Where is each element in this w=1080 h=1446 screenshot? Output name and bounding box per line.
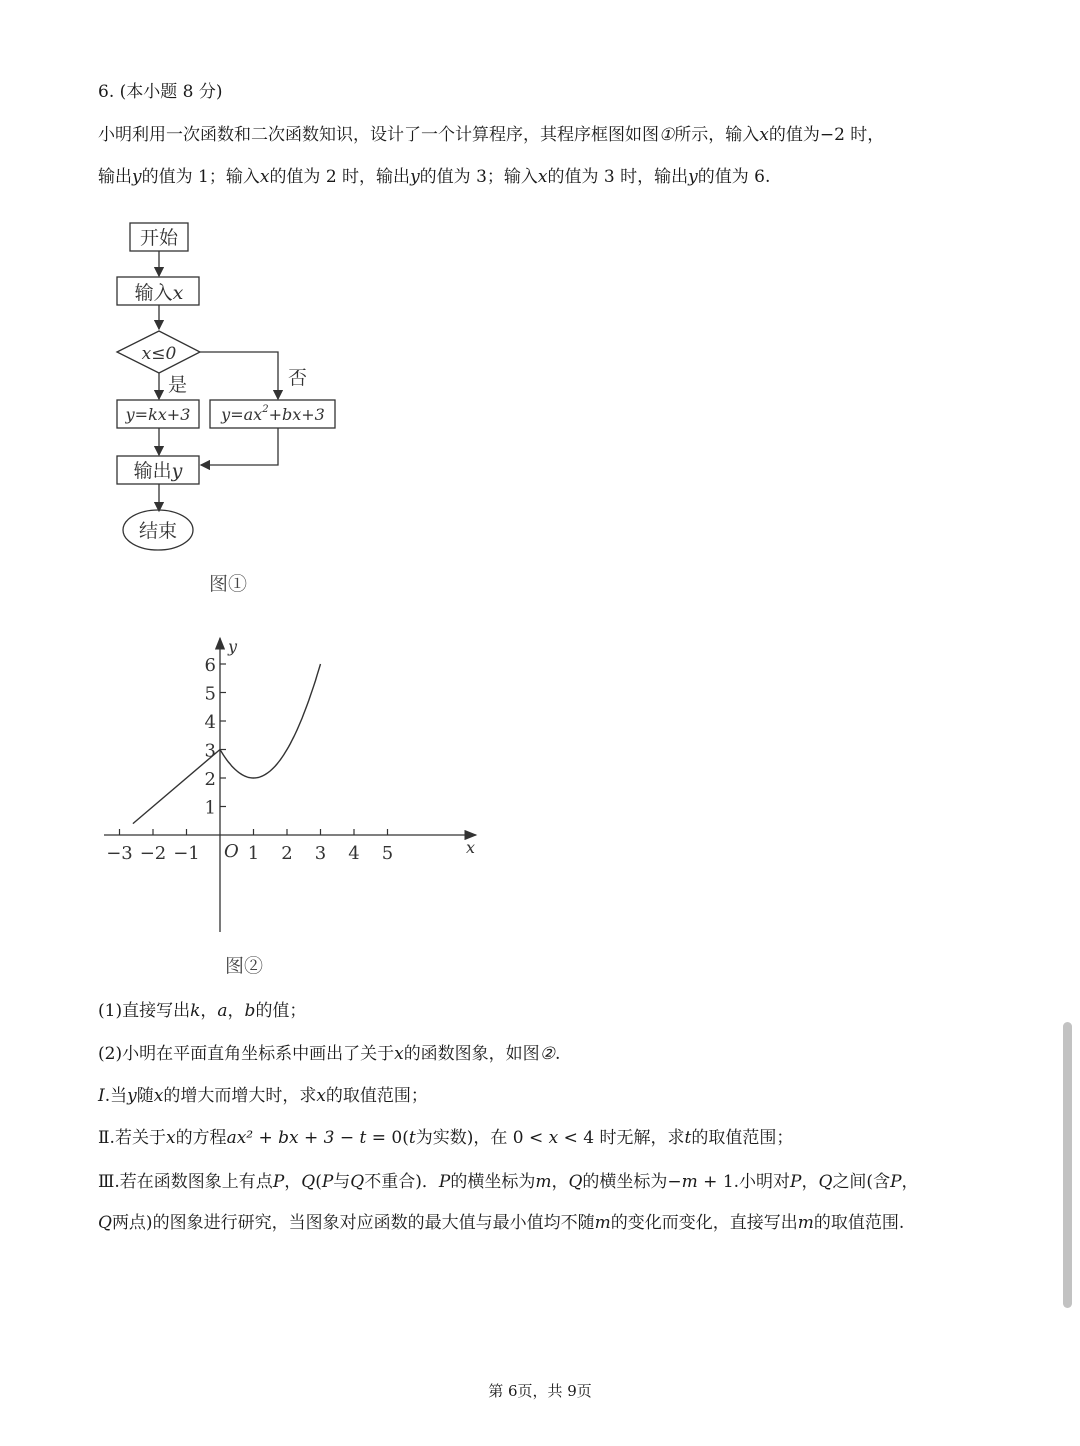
text-run: Ⅲ.若在函数图象上有点 [98,1172,273,1192]
intro-line-2 [98,165,770,189]
text-run: 不重合)． [364,1172,439,1192]
x-tick-label: 4 [348,843,360,864]
text-run: 的值为 3；输入 [419,167,538,187]
math-run: k [190,1001,201,1021]
text-run: 所示，输入 [674,125,760,145]
yes-label: 是 [168,374,188,396]
x-tick-label: −2 [139,843,167,864]
y-tick-label: 4 [204,712,216,733]
question-2-iii-b [98,1211,904,1235]
math-run: m [535,1172,552,1192]
text-run: Ⅱ.若关于 [98,1128,166,1148]
y-tick-label: 1 [204,797,216,819]
input-label-group [135,282,184,304]
text-run: 的横坐标为 [450,1172,536,1192]
math-run: Q [818,1172,833,1192]
math-run: Q [568,1172,583,1192]
math-run: m [797,1213,814,1233]
yes-formula: y=kx+3 [125,405,191,424]
text-run: . [554,1044,561,1064]
parabola-curve [220,664,321,778]
text-run: ， [801,1172,819,1192]
text-run: + 1.小明对 [697,1172,791,1192]
text-run: ， [227,1001,245,1021]
math-run: m [594,1213,611,1233]
output-var: y [171,460,183,482]
text-run: 与 [333,1172,351,1192]
math-run: Q [98,1213,112,1233]
scrollbar-thumb[interactable] [1063,1022,1072,1308]
no-formula-pre: y=ax [221,405,263,424]
math-run: x [537,167,548,187]
problem-header [98,80,223,104]
output-label: 输出 [133,460,172,482]
math-run: y [688,167,698,187]
text-run: 的值； [255,1001,307,1021]
y-tick-label: 5 [204,683,216,705]
x-tick-label: 1 [247,843,260,864]
text-run: 的横坐标为− [582,1172,682,1192]
text-run: 两点)的图象进行研究，当图象对应函数的最大值与最小值均不随 [111,1213,595,1233]
no-formula-exp: 2 [262,404,269,415]
question-2-i [98,1084,428,1108]
y-tick-label: 2 [204,769,216,790]
no-label: 否 [288,367,308,389]
math-run: x [165,1128,176,1148]
math-run: x [548,1128,559,1148]
text-run: 之间(含 [832,1172,891,1192]
math-run: P [438,1172,451,1192]
math-run: t [408,1128,416,1148]
math-run: ① [659,125,675,145]
page-footer: 第 6页，共 9页 [488,1382,592,1400]
math-run: Q [301,1172,316,1192]
y-axis-label: y [228,637,238,656]
text-run: 的增大而增大时，求 [163,1086,317,1106]
math-run: x [759,125,769,145]
x-tick-label: 3 [314,843,327,864]
text-run: 的值为 2 时，输出 [269,167,411,187]
text-run: ( [315,1172,322,1192]
text-run: < 4 时无解，求 [558,1128,685,1148]
text-run: 的取值范围； [325,1086,428,1106]
text-run: (1)直接写出 [98,1001,191,1021]
math-run: b [244,1001,256,1021]
text-run: ， [551,1172,569,1192]
question-2-iii-a [98,1170,919,1194]
origin-label: O [224,841,239,862]
math-run: P [321,1172,334,1192]
text-run: .当 [104,1086,128,1106]
math-run: m [681,1172,698,1192]
text-run: = 0( [366,1128,409,1148]
math-run: ② [539,1044,555,1064]
question-1 [98,999,306,1023]
math-run: t [684,1128,692,1148]
start-label: 开始 [139,227,179,249]
question-2 [98,1042,560,1066]
math-run: Q [350,1172,365,1192]
x-tick-label: −1 [173,843,200,864]
question-2-ii [98,1126,793,1150]
math-run: x [316,1086,326,1106]
text-run: 的变化而变化，直接写出 [610,1213,798,1233]
text-run: 随 [136,1086,154,1106]
text-run: (2)小明在平面直角坐标系中画出了关于 [98,1044,395,1064]
y-tick-label: 6 [204,655,216,676]
function-graph [98,630,498,985]
text-run: 的值为 1；输入 [141,167,260,187]
text-run: 为实数)，在 0 < [415,1128,549,1148]
text-run: 的函数图象，如图 [403,1044,540,1064]
math-run: y [127,1086,137,1106]
text-run: 的取值范围； [691,1128,794,1148]
figure2-caption: 图② [224,955,264,977]
no-formula-group [220,404,325,424]
intro-line-1 [98,123,884,147]
y-tick-label: 3 [204,740,216,762]
text-run: 输出 [98,167,132,187]
math-run: y [132,167,142,187]
math-run: P [272,1172,285,1192]
x-tick-label: 5 [381,843,394,864]
text-run: ， [284,1172,302,1192]
math-run: P [790,1172,802,1192]
problem-number: 6. [98,82,115,102]
math-run: x [153,1086,164,1106]
flowchart-figure [100,215,360,605]
no-formula-post: +bx+3 [268,405,325,424]
text-run: ， [200,1001,218,1021]
math-run: a [217,1001,228,1021]
output-label-group [134,460,183,482]
input-var: x [172,282,184,304]
x-axis-label: x [466,838,476,857]
text-run: 的方程 [175,1128,227,1148]
problem-score: (本小题 8 分) [119,82,223,102]
math-run: x [259,167,270,187]
text-run: 的值为 6. [697,167,771,187]
x-tick-label: 2 [281,843,293,864]
math-run: P [890,1172,902,1192]
text-run: 的取值范围. [813,1213,905,1233]
text-run: 的值为−2 时， [768,125,885,145]
math-run: ax² + bx + 3 − t [226,1128,367,1148]
math-run: x [394,1044,404,1064]
math-run: y [410,167,420,187]
text-run: 的值为 3 时，输出 [547,167,689,187]
math-run: I [98,1086,105,1106]
input-label: 输入 [134,282,173,304]
condition-label: x≤0 [141,344,177,364]
x-tick-label: −3 [106,843,133,864]
text-run: 小明利用一次函数和二次函数知识，设计了一个计算程序，其程序框图如图 [98,125,659,145]
figure1-caption: 图① [208,573,248,595]
end-label: 结束 [138,520,178,542]
text-run: ， [901,1172,919,1192]
